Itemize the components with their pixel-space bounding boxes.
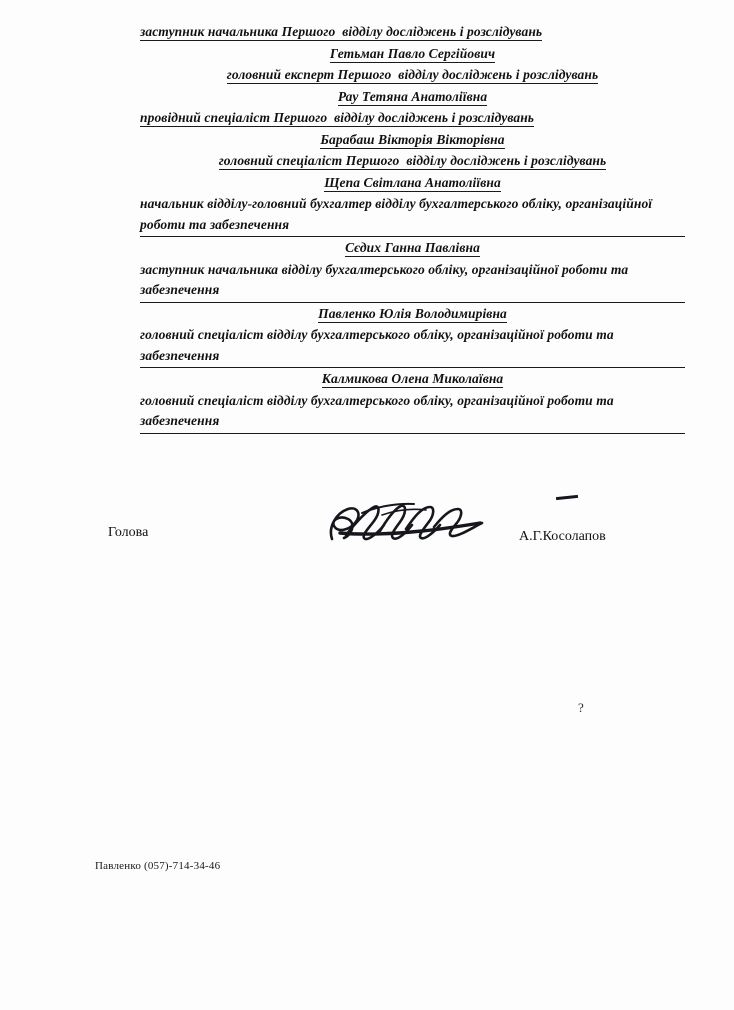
roster-line-text: заступник начальника Першого відділу досліджень і розслідувань [140, 24, 543, 39]
handwritten-signature-icon [322, 495, 502, 547]
roster-line-text: головний спеціаліст відділу бухгалтерського обліку, організаційної роботи та забезпечення [140, 325, 685, 368]
roster-line-text: провідний спеціаліст Першого відділу досліджень і розслідувань [140, 110, 535, 126]
list-item [140, 65, 685, 86]
footer-contact: Павленко (057)-714-34-46 [95, 860, 221, 872]
roster-line-text: Барабаш Вікторія Вікторівна [320, 131, 505, 147]
list-item [140, 108, 685, 129]
list-item [140, 391, 685, 434]
signature-block [0, 505, 734, 565]
list-item [140, 304, 685, 325]
list-item [140, 369, 685, 390]
list-item [140, 151, 685, 172]
list-item [140, 194, 685, 237]
list-item [140, 238, 685, 259]
roster-line-text: Сєдих Ганна Павлівна [345, 240, 480, 256]
roster-line-text: Рау Тетяна Анатоліївна [337, 88, 488, 104]
list-item [140, 325, 685, 368]
list-item [140, 130, 685, 151]
signature-role-label: Голова [108, 525, 149, 540]
roster-line-text: Щепа Світлана Анатоліївна [324, 174, 501, 190]
list-item [140, 173, 685, 194]
stray-pen-mark: ? [578, 700, 584, 715]
list-item [140, 22, 685, 43]
roster-line-text: головний спеціаліст відділу бухгалтерського обліку, організаційної роботи та забезпечення [140, 391, 685, 434]
staff-roster [140, 22, 685, 435]
roster-line-text: Павленко Юлія Володимирівна [318, 305, 507, 321]
roster-line-text: Калмикова Олена Миколаївна [321, 371, 504, 387]
roster-line-text: головний експерт Першого відділу досліджень і розслідувань [226, 67, 599, 83]
list-item [140, 44, 685, 65]
signature-dash-mark [556, 495, 578, 500]
list-item [140, 87, 685, 108]
roster-line-text: головний спеціаліст Першого відділу досліджень і розслідувань [218, 153, 607, 169]
roster-line-text: Гетьман Павло Сергійович [329, 45, 496, 61]
list-item [140, 260, 685, 303]
signer-name: А.Г.Косолапов [519, 529, 606, 544]
roster-line-text: заступник начальника відділу бухгалтерського обліку, організаційної роботи та забезпечення [140, 260, 685, 303]
roster-line-text: начальник відділу-головний бухгалтер відділу бухгалтерського обліку, організаційної роботи та забезпечення [140, 194, 685, 237]
